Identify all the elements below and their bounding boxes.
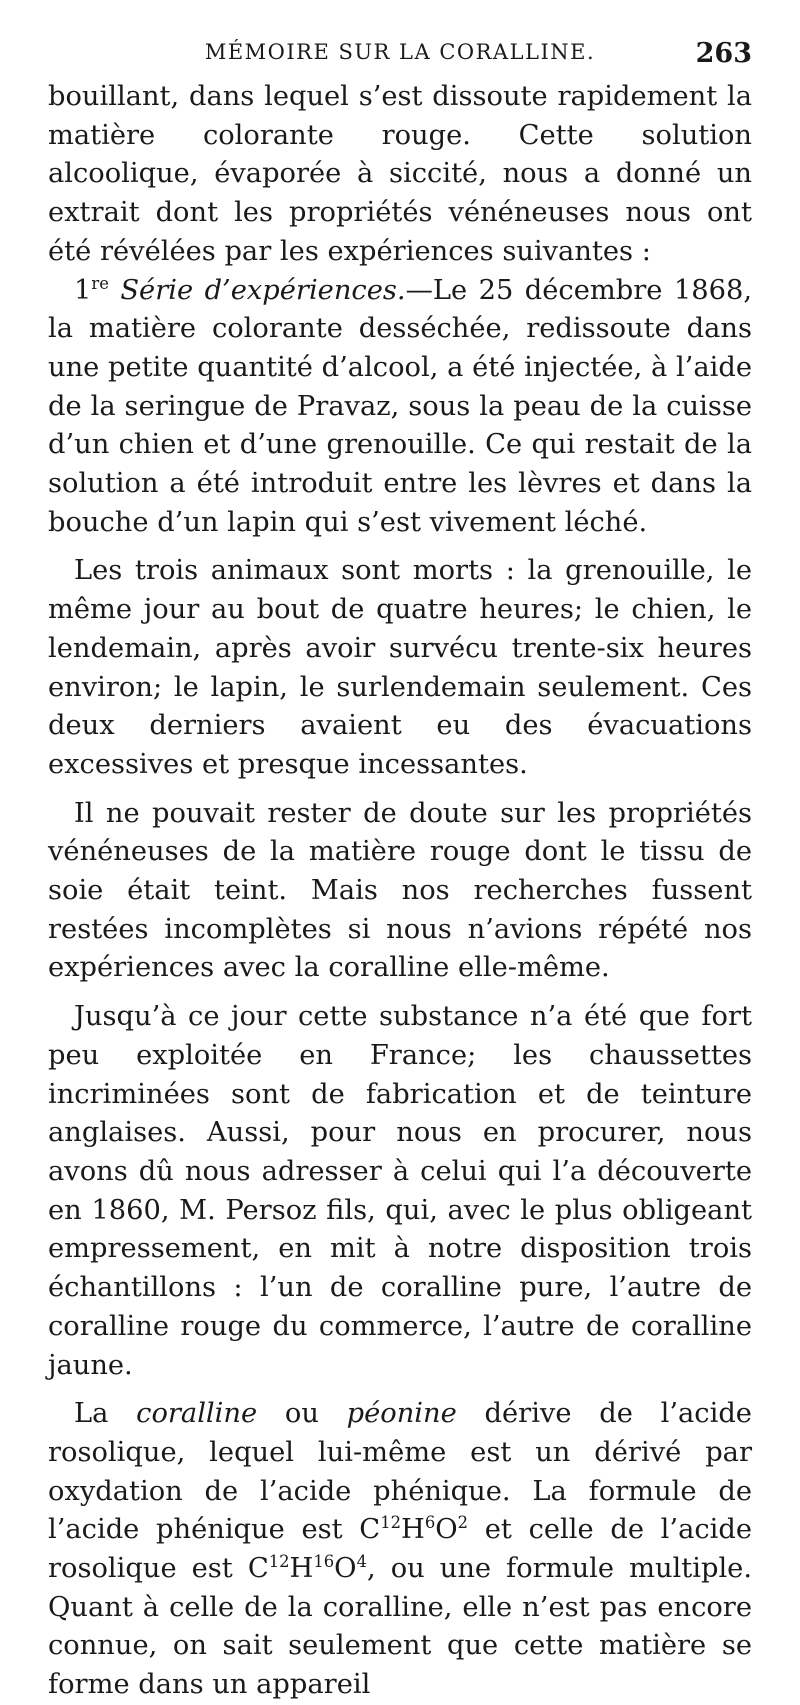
word-la: La [74, 1398, 109, 1430]
word-ou: ou [284, 1398, 319, 1430]
formula-phenic-h: H [401, 1514, 425, 1546]
paragraph-6-text-3: , ou une formule multiple. Quant à celle de la coralline, elle n’est pas encore connue, on sait seulement que cette matière se forme dans un appareil [48, 1553, 752, 1701]
formula-phenic [359, 1514, 468, 1545]
paragraph-6 [48, 1395, 752, 1705]
paragraph-5: Jusqu’à ce jour cette substance n’a été que fort peu exploitée en France; les chaussettes incriminées sont de fabrication et de teinture anglaises. Aussi, pour nous en procurer, nous avons dû nous adresser à celui qui l’a découverte en 1860, M. Persoz fils, qui, avec le plus obligeant empressement, en mit à notre disposition trois échantillons : l’un de coralline pure, l’autre de coralline rouge du commerce, l’autre de coralline jaune. [48, 1001, 752, 1381]
body-text [48, 78, 752, 1705]
formula-rosolic-o: O [334, 1553, 357, 1585]
formula-phenic-o: O [435, 1514, 458, 1546]
paragraph-2 [48, 272, 752, 543]
paragraph-2-text: —Le 25 décembre 1868, la matière colorante desséchée, redissoute dans une petite quantité d’alcool, a été injectée, à l’aide de la seringue de Pravaz, sous la peau de la cuisse d’un chien et d’une grenouille. Ce qui restait de la solution a été introduit entre les lèvres et dans la bouche d’un lapin qui s’est vivement léché. [48, 274, 752, 538]
running-title: MÉMOIRE SUR LA CORALLINE. [204, 40, 596, 64]
paragraph-1: bouillant, dans lequel s’est dissoute rapidement la matière colorante rouge. Cette solution alcoolique, évaporée à siccité, nous a donné un extrait dont les propriétés vénéneuses nous ont été révélées par les expériences suivantes : [48, 81, 752, 267]
term-peonine: péonine [346, 1398, 457, 1430]
paragraph-3: Les trois animaux sont morts : la grenouille, le même jour au bout de quatre heures; le chien, le lendemain, après avoir survécu trente-six heures environ; le lapin, le surlendemain seulement. Ces deux derniers avaient eu des évacuations excessives et presque incessantes. [48, 555, 752, 780]
series-number: 1 [74, 274, 92, 306]
formula-phenic-c: C [359, 1514, 381, 1546]
formula-phenic-c-sup: 12 [380, 1513, 402, 1533]
series-label: Série d’expériences. [120, 274, 406, 306]
formula-rosolic-c-sup: 12 [268, 1551, 290, 1571]
formula-phenic-h-sup: 6 [424, 1513, 436, 1533]
paragraph-4: Il ne pouvait rester de doute sur les propriétés vénéneuses de la matière rouge dont le tissu de soie était teint. Mais nos recherches fussent restées incomplètes si nous n’avions répété nos expériences avec la coralline elle-même. [48, 797, 752, 984]
formula-rosolic-h-sup: 16 [313, 1551, 335, 1571]
page-header [48, 0, 752, 78]
term-coralline: coralline [136, 1398, 258, 1430]
paragraph-6-text-2: et celle de l’acide rosolique est [48, 1514, 752, 1585]
formula-phenic-o-sup: 2 [457, 1513, 469, 1533]
paragraph-6-text-1: dérive de l’acide rosolique, lequel lui-même est un dérivé par oxydation de l’acide phénique. La formule de l’acide phénique est [48, 1398, 752, 1546]
formula-rosolic [248, 1553, 367, 1584]
formula-rosolic-c: C [247, 1553, 269, 1585]
page-number: 263 [695, 38, 752, 69]
formula-rosolic-o-sup: 4 [356, 1551, 367, 1571]
series-superscript: re [91, 273, 109, 293]
formula-rosolic-h: H [289, 1553, 314, 1585]
